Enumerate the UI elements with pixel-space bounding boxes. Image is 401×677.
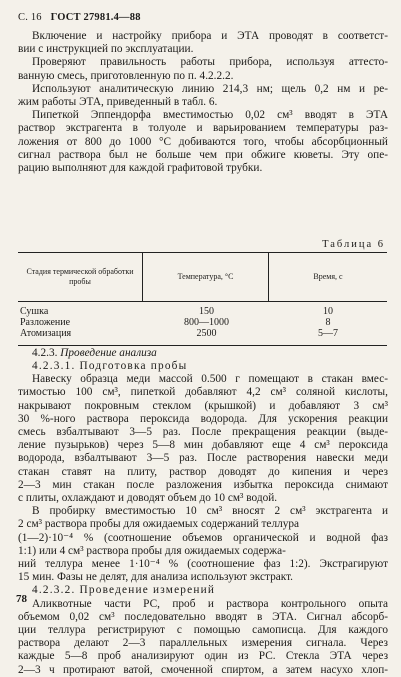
text-line: вии с инструкцией по эксплуатации. (18, 43, 194, 56)
text-line: Аликвотные части РС, проб и раствора контрольного опыта (32, 597, 388, 610)
text-line: (1—2)·10⁻⁴ % (соотношение объемов органической и водной фаз (18, 531, 388, 544)
table-title: Таблица 6 (322, 239, 385, 250)
table-cell: 8 (325, 317, 331, 328)
text-line: стакан ставят на плиту, раствор доводят до кипения и через (18, 465, 388, 478)
table-cell: 150 (199, 306, 214, 317)
text-line: Используют аналитическую линию 214,3 нм; щель 0,2 нм и ре- (32, 82, 389, 95)
page-number: 78 (16, 593, 27, 605)
text-line: объемом 0,02 см³ последовательно вводят в ЭТА. Сигнал абсорб- (18, 610, 389, 623)
section-title: Проведение анализа (60, 347, 157, 359)
text-line: 1:1) или 4 см³ раствора пробы для ожидаемых содержа- (18, 544, 286, 557)
table-row (18, 306, 387, 317)
text-line: каждые 5—8 проб анализируют один из РС. Стекла ЭТА через (18, 650, 389, 663)
text-line: смесь взбалтывают 3—5 раз. После прекращения реакции (выде- (18, 426, 389, 439)
text-line: ний теллура менее 1·10⁻⁴ % (соотношение фаз 1:2). Экстрагируют (18, 558, 389, 571)
text-line: Проверяют правильность работы прибора, используя аттесто- (32, 56, 388, 69)
subsection-heading: 4.2.3.1. Подготовка пробы (32, 360, 188, 372)
table-cell: 10 (323, 306, 333, 317)
text-line: 2—3 ч протирают ватой, смоченной спиртом, а затем насухо хлоп- (18, 663, 389, 676)
table-cell: 2500 (196, 328, 217, 339)
table-body (18, 302, 387, 345)
table-cell: 5—7 (318, 328, 338, 339)
text-line: с плиты, охлаждают и доводят объем до 10 см³ водой. (18, 492, 278, 505)
text-line: Пипеткой Эппендорфа вместимостью 0,02 см³ вводят в ЭТА (32, 109, 388, 122)
header-page-label: С. 16 (18, 12, 42, 23)
table-header-row (18, 253, 387, 302)
table-row (18, 317, 387, 328)
page-header (18, 12, 141, 23)
text-line: ложения от 800 до 1000 °С добиваются того, чтобы абсорбционный (18, 135, 388, 148)
text-line: жим работы ЭТА, приведенный в табл. 6. (18, 96, 218, 109)
data-table (18, 252, 387, 346)
text-line: раствора делают 2—3 параллельных измерения сигнала. Через (18, 637, 388, 650)
text-line: сигнал раствора был не больше чем при обжиге кюветы. Эту опе- (18, 148, 388, 161)
table-cell: 800—1000 (184, 317, 229, 328)
table-header-cell: Время, с (313, 272, 343, 281)
text-line: раствор экстрагента в толуоле и варьированием температуры раз- (18, 122, 388, 135)
subsection-heading: 4.2.3.2. Проведение измерений (32, 584, 216, 597)
text-block-2 (18, 360, 388, 677)
table-row (18, 328, 387, 339)
text-line: ции теллура регистрируют с помощью самописца. Для каждого (18, 624, 388, 637)
section-number: 4.2.3. (32, 347, 58, 359)
text-line: накрывают покровным стеклом (крышкой) и добавляют 3 см³ (18, 399, 388, 412)
text-line: водорода, взбалтывают 3—5 раз. После растворения навески меди (18, 452, 388, 465)
text-line: тимостью 100 см³, пипеткой добавляют 4,2 см³ соляной кислоты, (18, 386, 388, 399)
text-line: 2—3 мин стакан после разложения избытка пероксида снимают (18, 478, 389, 491)
text-line: рацию выполняют для каждой графитовой трубки. (18, 162, 263, 175)
table-cell: Разложение (20, 317, 71, 328)
table-header-cell: Стадия термической обработки пробы (18, 253, 143, 301)
text-line: Включение и настройку прибора и ЭТА проводят в соответст- (32, 30, 389, 42)
text-line: 15 мин. Фазы не делят, для анализа используют экстракт. (18, 571, 293, 584)
table-cell: Атомизация (20, 328, 72, 339)
table-header-cell: Температура, °С (143, 253, 269, 301)
text-line: ление пузырьков) через 5—8 мин добавляют еще 4 см³ пероксида (18, 439, 388, 452)
section-heading (32, 347, 157, 359)
text-block-1 (18, 30, 388, 175)
header-standard: ГОСТ 27981.4—88 (50, 12, 141, 23)
table-cell: Сушка (20, 306, 49, 317)
text-line: Навеску образца меди массой 0.500 г помещают в стакан вмес- (32, 373, 388, 386)
text-line: ванную смесь, приготовленную по п. 4.2.2.2. (18, 69, 234, 82)
text-line: 30 %-ного раствора пероксида водорода. Для ускорения реакции (18, 412, 388, 425)
text-line: 2 см³ раствора пробы для ожидаемых содержаний теллура (18, 518, 300, 531)
text-line: В пробирку вместимостью 10 см³ вносят 2 см³ экстрагента и (32, 505, 388, 518)
